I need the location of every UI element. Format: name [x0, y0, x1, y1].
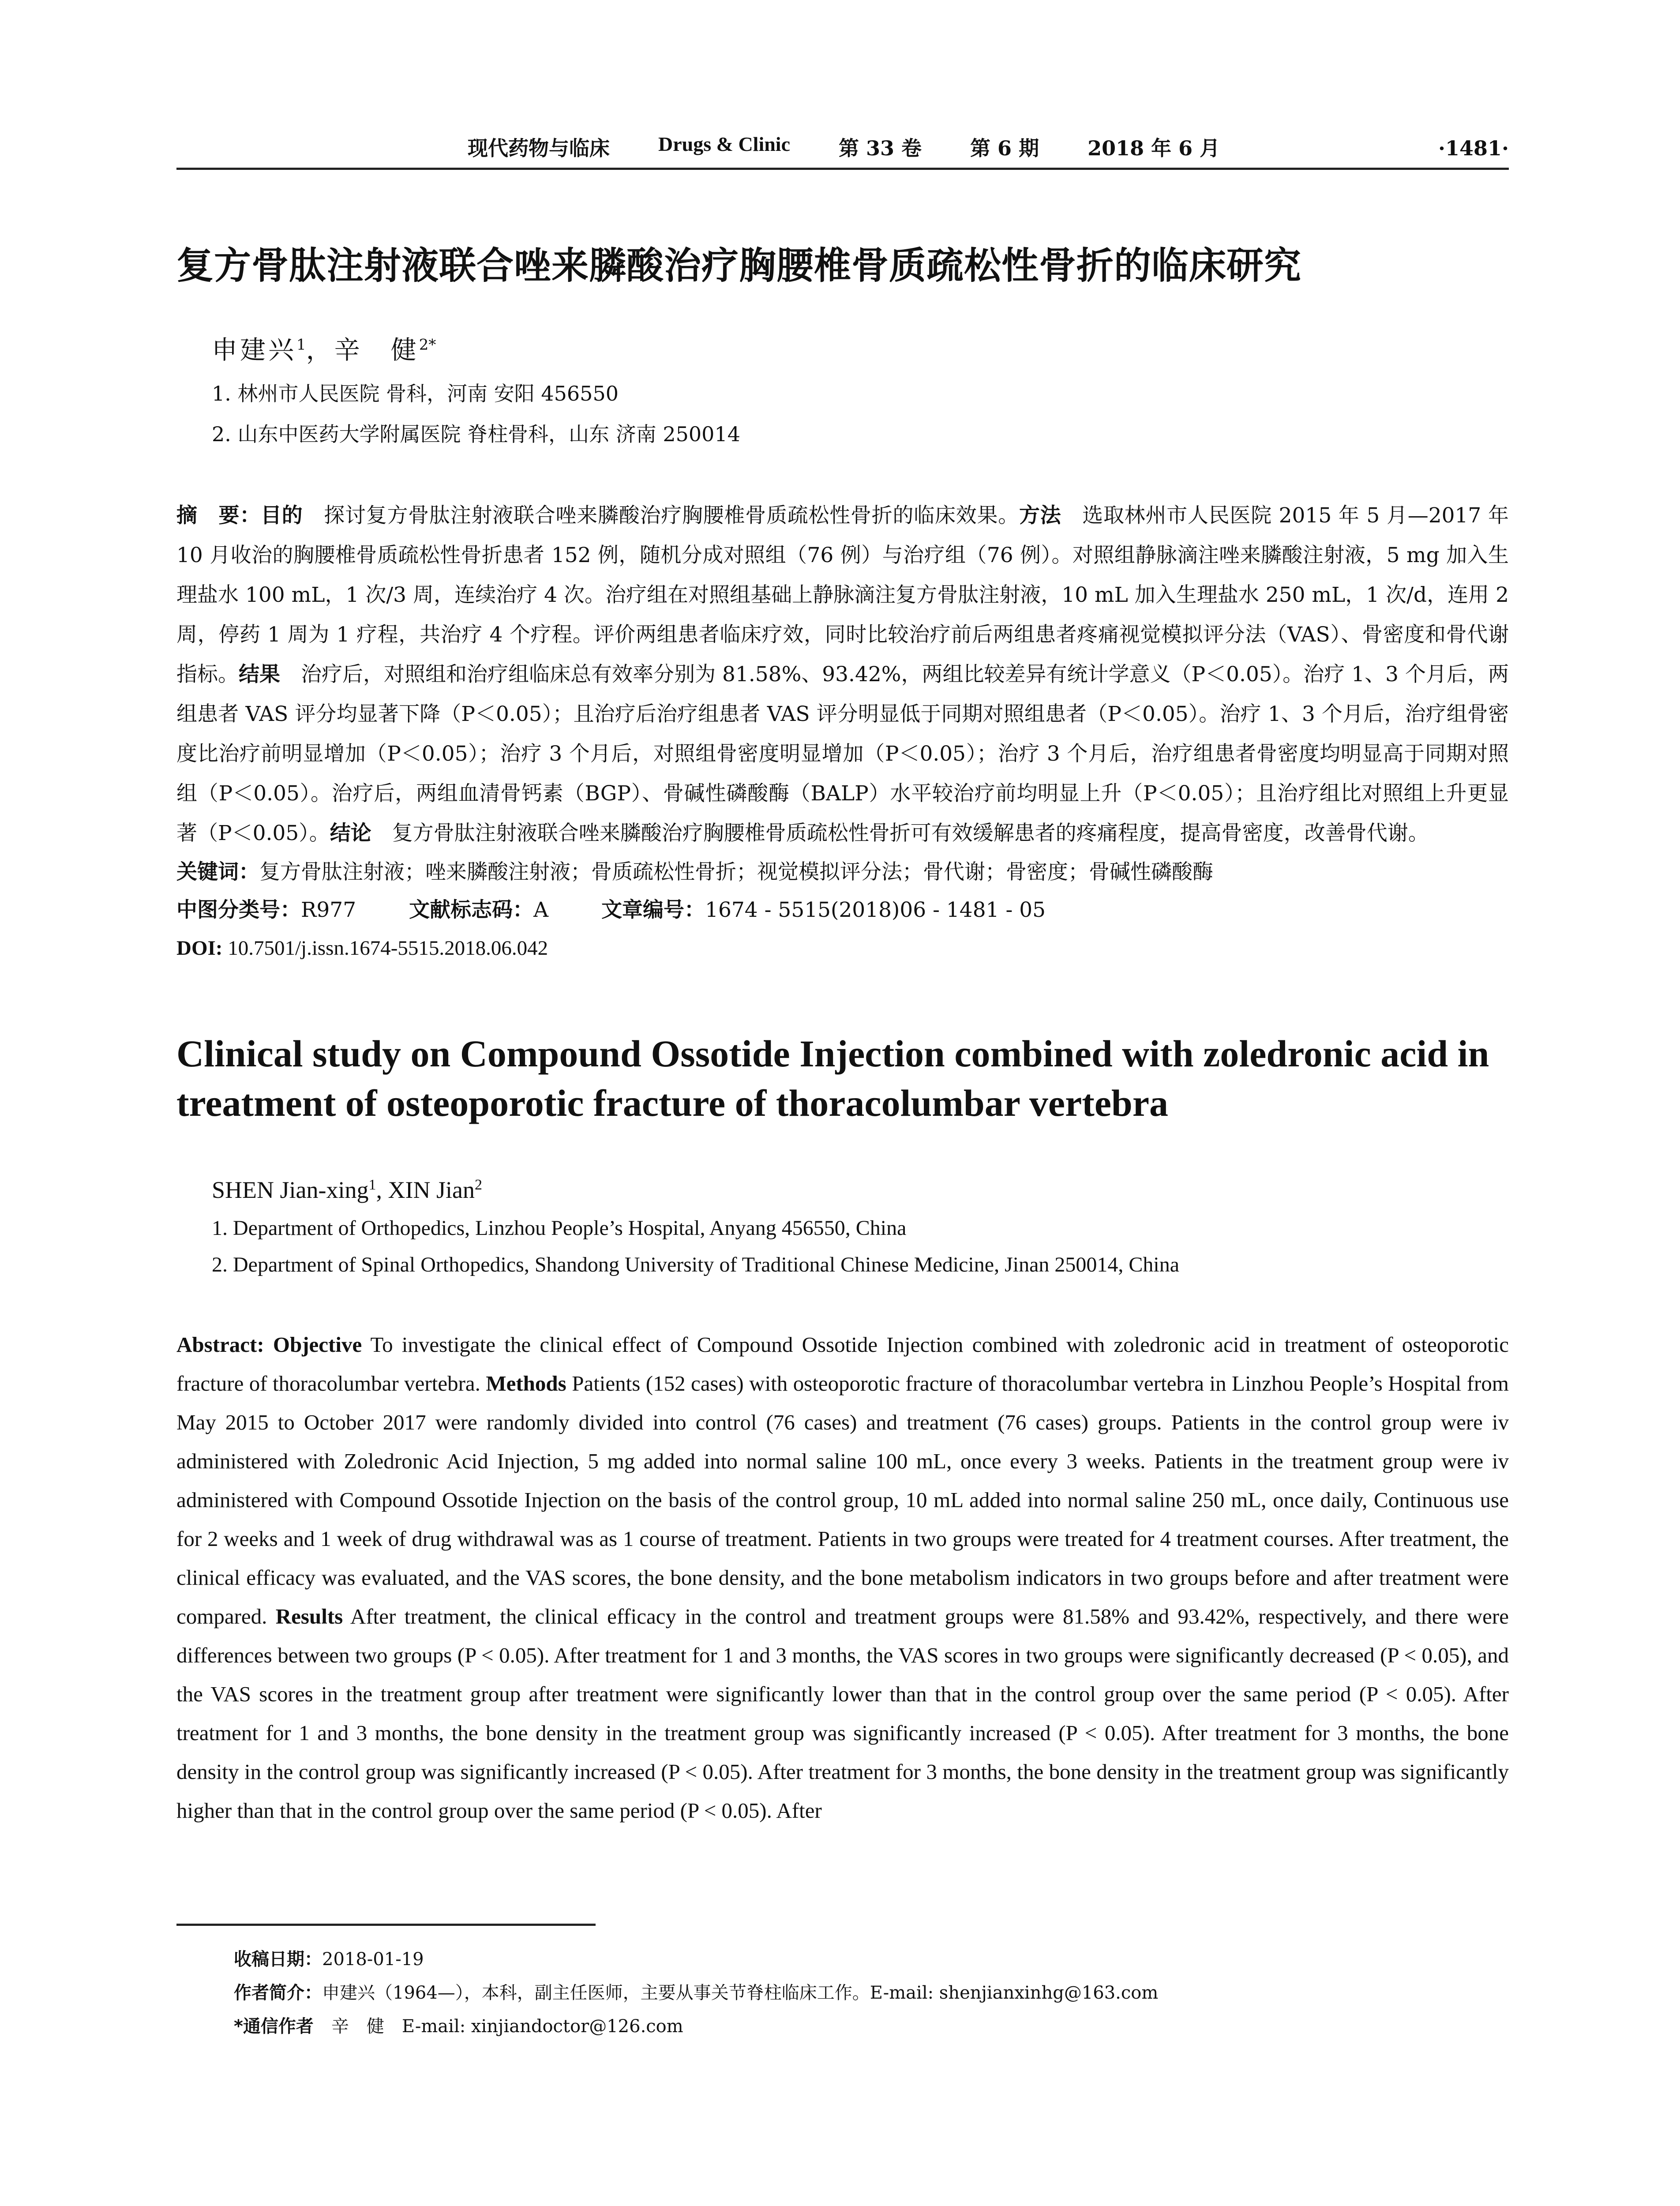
- bio-label: 作者简介：: [234, 1983, 322, 2003]
- conclusion-text-cn: 复方骨肽注射液联合唑来膦酸治疗胸腰椎骨质疏松性骨折可有效缓解患者的疼痛程度，提高骨密度，改善骨代谢。: [371, 821, 1429, 845]
- page-number: ·1481·: [1438, 136, 1509, 160]
- conclusion-label-cn: 结论: [330, 821, 371, 845]
- article-title-en: Clinical study on Compound Ossotide Injection combined with zoledronic acid in treatment of osteoporotic fracture of thoracolumbar vertebra: [176, 1032, 1489, 1124]
- received-label: 收稿日期：: [234, 1949, 322, 1970]
- footnote-rule: [176, 1924, 596, 1926]
- results-text-cn: 治疗后，对照组和治疗组临床总有效率分别为 81.58%、93.42%，两组比较差异有统计学意义（P＜0.05）。治疗 1、3 个月后，两组患者 VAS 评分均显著下降（P＜0.05）；且治疗后治疗组患者 VAS 评分明显低于同期对照组患者（P＜0.05）。治疗 1、3 个月后，治疗组骨密度比治疗前明显增加（P＜0.05）；治疗 3 个月后，对照组骨密度明显增加（P＜0.05）；治疗 3 个月后，治疗组患者骨密度均明显高于同期对照组（P＜0.05）。治疗后，两组血清骨钙素（BGP）、骨碱性磷酸酶（BALP）水平较治疗前均明显上升（P＜0.05）；且治疗组比对照组上升更显著（P＜0.05）。: [176, 662, 1509, 845]
- author-2-cn: 辛 健: [334, 335, 419, 365]
- author-2-en-sup: 2: [474, 1177, 482, 1193]
- bio-text: 申建兴（1964—），本科，副主任医师，主要从事关节脊柱临床工作。E-mail: shenjianxinhg@163.com: [322, 1983, 1159, 2003]
- objective-label-cn: 目的: [261, 503, 303, 528]
- article-number-item: [601, 891, 1046, 929]
- doc-code-value: A: [533, 898, 549, 922]
- received-date: 2018-01-19: [322, 1949, 424, 1970]
- keywords: [176, 853, 1509, 891]
- footnote-author-bio: [176, 1976, 1509, 2010]
- clc-value: R977: [301, 898, 356, 922]
- doc-code-item: [409, 891, 548, 929]
- keywords-text: 复方骨肽注射液；唑来膦酸注射液；骨质疏松性骨折；视觉模拟评分法；骨代谢；骨密度；骨碱性磷酸酶: [259, 860, 1213, 884]
- results-label-cn: 结果: [239, 662, 281, 687]
- author-2-en: XIN Jian: [388, 1177, 475, 1203]
- methods-label-en: Methods: [486, 1371, 566, 1396]
- affiliation-1-en: 1. Department of Orthopedics, Linzhou People’s Hospital, Anyang 456550, China: [212, 1216, 907, 1240]
- doi-line: [176, 929, 1509, 967]
- keywords-label: 关键词：: [176, 860, 259, 884]
- journal-date: 2018 年 6 月: [1088, 136, 1220, 160]
- results-label-en: Results: [275, 1604, 343, 1628]
- abstract-en: [176, 1325, 1509, 1830]
- journal-name-cn: 现代药物与临床: [468, 136, 610, 160]
- journal-issue: 第 6 期: [970, 136, 1039, 160]
- authors-cn: [176, 329, 1509, 366]
- footnotes: [176, 1924, 1509, 2043]
- article-title-cn: 复方骨肽注射液联合唑来膦酸治疗胸腰椎骨质疏松性骨折的临床研究: [176, 244, 1302, 287]
- abstract-label-cn: 摘 要：: [176, 503, 261, 528]
- article-number-value: 1674 - 5515(2018)06 - 1481 - 05: [705, 898, 1046, 922]
- doc-code-label: 文献标志码：: [409, 898, 534, 922]
- doi-label: DOI:: [176, 937, 223, 960]
- article-number-label: 文章编号：: [601, 898, 705, 922]
- abstract-cn: [176, 496, 1509, 853]
- affiliation-2-cn: 2. 山东中医药大学附属医院 脊柱骨科，山东 济南 250014: [212, 422, 740, 446]
- methods-text-en: Patients (152 cases) with osteoporotic fracture of thoracolumbar vertebra in Linzhou People’s Hospital from May 2015 to October 2017 were randomly divided into control (76 cases) and treatment (76 cases) groups. Patients in the control group were iv administered with Zoledronic Acid Injection, 5 mg added into normal saline 100 mL, once every 3 weeks. Patients in the treatment group were iv administered with Compound Ossotide Injection on the basis of the control group, 10 mL added into normal saline 250 mL, once daily, Continuous use for 2 weeks and 1 week of drug withdrawal was as 1 course of treatment. Patients in two groups were treated for 4 treatment courses. After treatment, the clinical efficacy was evaluated, and the VAS scores, the bone density, and the bone metabolism indicators in two groups before and after treatment were compared.: [176, 1371, 1509, 1628]
- authors-en: [176, 1176, 1509, 1204]
- article-page: [176, 132, 1509, 1830]
- results-text-en: After treatment, the clinical efficacy in the control and treatment groups were 81.58% and 93.42%, respectively, and there were differences between two groups (P < 0.05). After treatment for 1 and 3 months, the VAS scores in two groups were significantly decreased (P < 0.05), and the VAS scores in the treatment group after treatment were significantly lower than that in the control group over the same period (P < 0.05). After treatment for 1 and 3 months, the bone density in the treatment group was significantly increased (P < 0.05). After treatment for 3 months, the bone density in the control group was significantly increased (P < 0.05). After treatment for 3 months, the bone density in the treatment group was significantly higher than that in the control group over the same period (P < 0.05). After: [176, 1604, 1509, 1823]
- methods-text-cn: 选取林州市人民医院 2015 年 5 月—2017 年 10 月收治的胸腰椎骨质疏松性骨折患者 152 例，随机分成对照组（76 例）与治疗组（76 例）。对照组静脉滴注唑来膦酸注射液，5 mg 加入生理盐水 100 mL，1 次/3 周，连续治疗 4 次。治疗组在对照组基础上静脉滴注复方骨肽注射液，10 mL 加入生理盐水 250 mL，1 次/d，连用 2 周，停药 1 周为 1 疗程，共治疗 4 个疗程。评价两组患者临床疗效，同时比较治疗前后两组患者疼痛视觉模拟评分法（VAS）、骨密度和骨代谢指标。: [176, 503, 1509, 687]
- author-1-cn: 申建兴: [212, 335, 297, 365]
- corresponding-label: *通信作者: [234, 2016, 314, 2037]
- journal-volume: 第 33 卷: [839, 136, 922, 160]
- running-header: [176, 132, 1509, 170]
- clc-label: 中图分类号：: [176, 898, 301, 922]
- footnote-received: [176, 1943, 1509, 1976]
- author-sep: ，: [306, 335, 334, 365]
- affiliation-1-cn: 1. 林州市人民医院 骨科，河南 安阳 456550: [212, 382, 619, 405]
- journal-name-en: Drugs & Clinic: [658, 133, 790, 155]
- methods-label-cn: 方法: [1019, 503, 1061, 528]
- abstract-objective-label-en: Abstract: Objective: [176, 1332, 362, 1357]
- author-1-en-sup: 1: [368, 1177, 376, 1193]
- affiliation-2-en: 2. Department of Spinal Orthopedics, Shandong University of Traditional Chinese Medicine, Jinan 250014, China: [212, 1253, 1180, 1276]
- corresponding-text: 辛 健 E-mail: xinjiandoctor@126.com: [313, 2016, 683, 2037]
- doi-value[interactable]: 10.7501/j.issn.1674-5515.2018.06.042: [222, 937, 548, 960]
- clc-item: [176, 891, 356, 929]
- footnote-corresponding: [176, 2010, 1509, 2043]
- author-sep-en: ,: [376, 1177, 388, 1203]
- author-1-en: SHEN Jian-xing: [212, 1177, 369, 1203]
- author-1-sup: 1: [296, 336, 306, 354]
- objective-text-cn: 探讨复方骨肽注射液联合唑来膦酸治疗胸腰椎骨质疏松性骨折的临床效果。: [303, 503, 1019, 528]
- classification-line: [176, 891, 1509, 929]
- objective-text-en: To investigate the clinical effect of Compound Ossotide Injection combined with zoledronic acid in treatment of osteoporotic fracture of thoracolumbar vertebra.: [176, 1332, 1509, 1396]
- author-2-sup: 2*: [419, 336, 436, 354]
